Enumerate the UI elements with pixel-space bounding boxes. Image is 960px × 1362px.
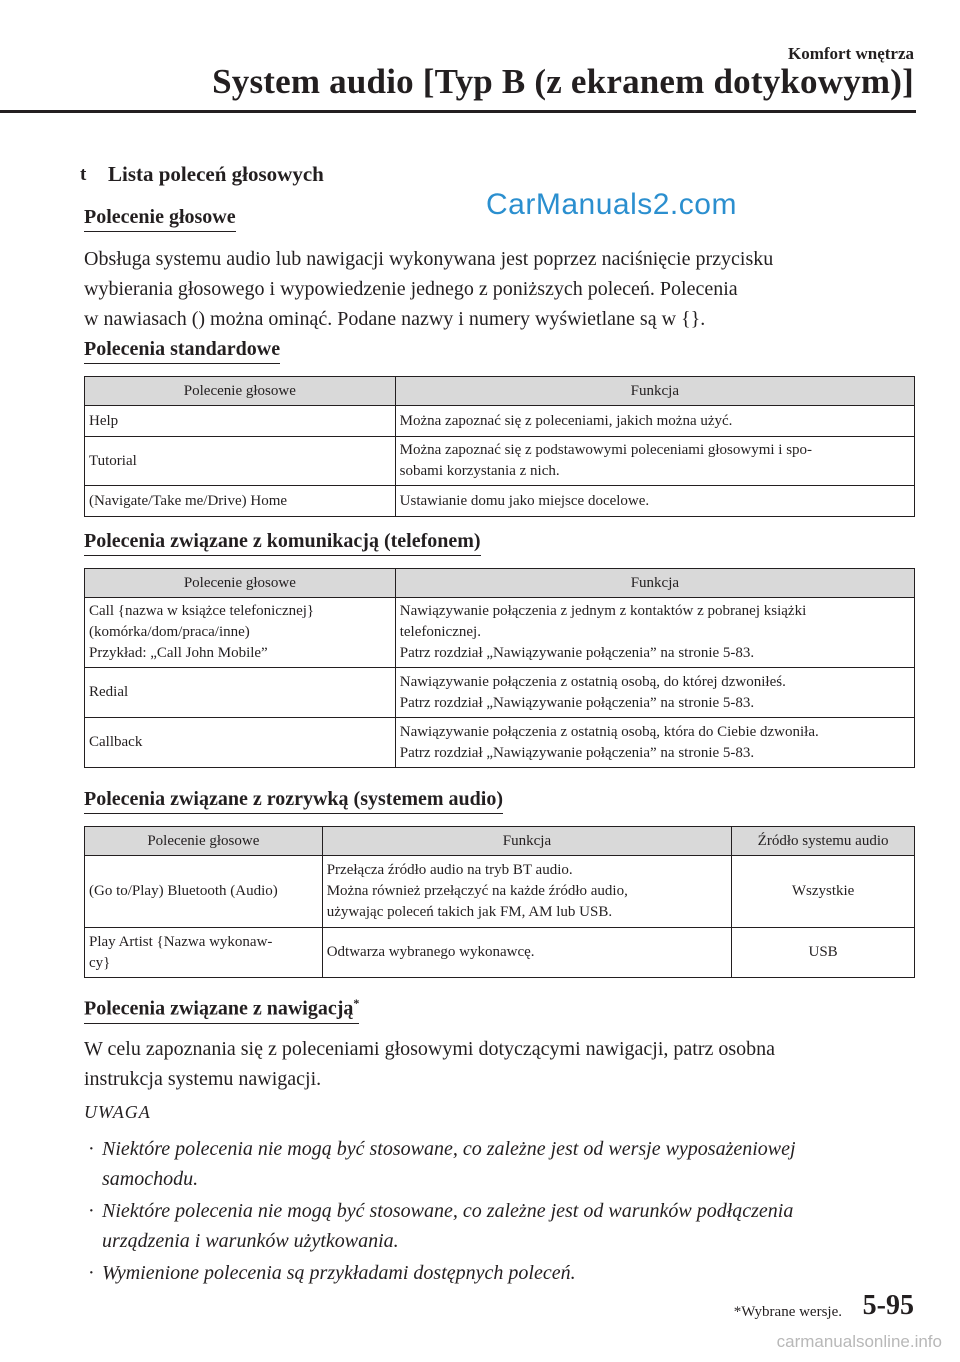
phone-commands-table [84, 568, 915, 768]
table-row [85, 598, 915, 668]
column-header: Funkcja [395, 377, 914, 406]
entertainment-commands-table [84, 826, 915, 978]
function-cell [395, 437, 914, 486]
note-title: UWAGA [84, 1102, 151, 1122]
cell-line: Można również przełączyć na każde źródło audio, [326, 883, 628, 899]
function-cell: Można zapoznać się z poleceniami, jakich można użyć. [395, 406, 914, 437]
cell-line: Patrz rozdział „Nawiązywanie połączenia” na stronie 5-83. [399, 645, 755, 661]
table-row [85, 406, 915, 437]
paragraph-line: instrukcja systemu nawigacji. [84, 1068, 322, 1090]
cell-line: Przykład: „Call John Mobile” [89, 645, 268, 661]
cell-line: cy} [89, 954, 111, 971]
table-header-row [85, 827, 915, 856]
source-site-watermark: carmanualsonline.info [776, 1332, 942, 1351]
table-row [85, 668, 915, 718]
paragraph-line: wybierania głosowego i wypowiedzenie jednego z poniższych poleceń. Polecenia [84, 278, 738, 300]
cell-line: Nawiązywanie połączenia z jednym z kontaktów z pobranej książki [399, 603, 807, 619]
note-line: · Niektóre polecenia nie mogą być stosowane, co zależne jest od warunków podłączenia [102, 1200, 794, 1222]
cell-line: sobami korzystania z nich. [399, 463, 560, 479]
navigation-commands-heading [84, 996, 359, 1024]
note-line: · Wymienione polecenia są przykładami dostępnych poleceń. [102, 1262, 576, 1284]
watermark-carmanuals2: CarManuals2.com [486, 188, 737, 221]
source-cell: USB [732, 928, 915, 978]
table-row [85, 856, 915, 928]
cell-line: Call {nazwa w książce telefonicznej} [89, 603, 315, 619]
command-cell: Tutorial [85, 437, 396, 486]
cell-line: Play Artist {Nazwa wykonaw- [89, 933, 273, 950]
table-header-row [85, 377, 915, 406]
command-cell: Help [85, 406, 396, 437]
column-header: Polecenie głosowe [85, 377, 396, 406]
source-cell: Wszystkie [732, 856, 915, 928]
function-cell: Ustawianie domu jako miejsce docelowe. [395, 486, 914, 517]
table-row [85, 486, 915, 517]
cell-line: Nawiązywanie połączenia z ostatnią osobą, do której dzwoniłeś. [399, 673, 786, 690]
phone-commands-heading: Polecenia związane z komunikacją (telefonem) [84, 530, 481, 556]
table-row [85, 437, 915, 486]
command-cell: Callback [85, 718, 396, 768]
page-title: System audio [Typ B (z ekranem dotykowym)] [212, 62, 914, 101]
section-title: Lista poleceń głosowych [108, 162, 324, 186]
paragraph-line: Obsługa systemu audio lub nawigacji wykonywana jest poprzez naciśnięcie przycisku [84, 248, 774, 270]
cell-line: Przełącza źródło audio na tryb BT audio. [326, 862, 573, 878]
cell-line: Nawiązywanie połączenia z ostatnią osobą, która do Ciebie dzwoniła. [399, 723, 819, 740]
table-row [85, 718, 915, 768]
table-row [85, 928, 915, 978]
paragraph-line: w nawiasach () można ominąć. Podane nazwy i numery wyświetlane są w {}. [84, 308, 706, 330]
column-header: Funkcja [395, 569, 914, 598]
note-line: urządzenia i warunków użytkowania. [102, 1230, 399, 1252]
note-line: · Niektóre polecenia nie mogą być stosowane, co zależne jest od wersje wyposażeniowej [102, 1138, 796, 1160]
voice-command-paragraph [84, 244, 924, 334]
cell-line: (komórka/dom/praca/inne) [89, 624, 250, 640]
voice-command-heading: Polecenie głosowe [84, 206, 236, 232]
standard-commands-table [84, 376, 915, 517]
function-cell: Odtwarza wybranego wykonawcę. [322, 928, 731, 978]
standard-commands-heading: Polecenia standardowe [84, 338, 280, 364]
command-cell: (Go to/Play) Bluetooth (Audio) [85, 856, 323, 928]
column-header: Polecenie głosowe [85, 827, 323, 856]
command-cell [85, 928, 323, 978]
header-rule [0, 110, 916, 113]
column-header: Polecenie głosowe [85, 569, 396, 598]
command-cell: (Navigate/Take me/Drive) Home [85, 486, 396, 517]
function-cell [322, 856, 731, 928]
paragraph-line: W celu zapoznania się z poleceniami głosowymi dotyczącymi nawigacji, patrz osobna [84, 1038, 776, 1060]
note-item [84, 1258, 914, 1288]
function-cell [395, 718, 914, 768]
cell-line: Można zapoznać się z podstawowymi poleceniami głosowymi i spo- [399, 442, 813, 458]
command-cell: Redial [85, 668, 396, 718]
function-cell [395, 598, 914, 668]
heading-text: Polecenia związane z nawigacją [84, 997, 354, 1020]
cell-line: używając poleceń takich jak FM, AM lub USB. [326, 904, 613, 920]
function-cell [395, 668, 914, 718]
entertainment-commands-heading: Polecenia związane z rozrywką (systemem audio) [84, 788, 503, 814]
column-header: Funkcja [322, 827, 731, 856]
cell-line: telefonicznej. [399, 624, 481, 640]
table-header-row [85, 569, 915, 598]
column-header: Źródło systemu audio [732, 827, 915, 856]
cell-line: Patrz rozdział „Nawiązywanie połączenia” na stronie 5-83. [399, 694, 755, 711]
note-item [84, 1134, 914, 1194]
page-number: 5-95 [862, 1290, 914, 1321]
cell-line: Patrz rozdział „Nawiązywanie połączenia” na stronie 5-83. [399, 744, 755, 761]
note-list [84, 1134, 914, 1290]
command-cell [85, 598, 396, 668]
note-item [84, 1196, 914, 1256]
note-line: samochodu. [102, 1168, 199, 1190]
footnote-optional-versions: *Wybrane wersje. [733, 1304, 842, 1320]
section-marker: t [80, 164, 87, 185]
chapter-label: Komfort wnętrza [787, 44, 914, 63]
asterisk-footnote-mark: * [353, 996, 360, 1010]
navigation-paragraph [84, 1034, 924, 1094]
